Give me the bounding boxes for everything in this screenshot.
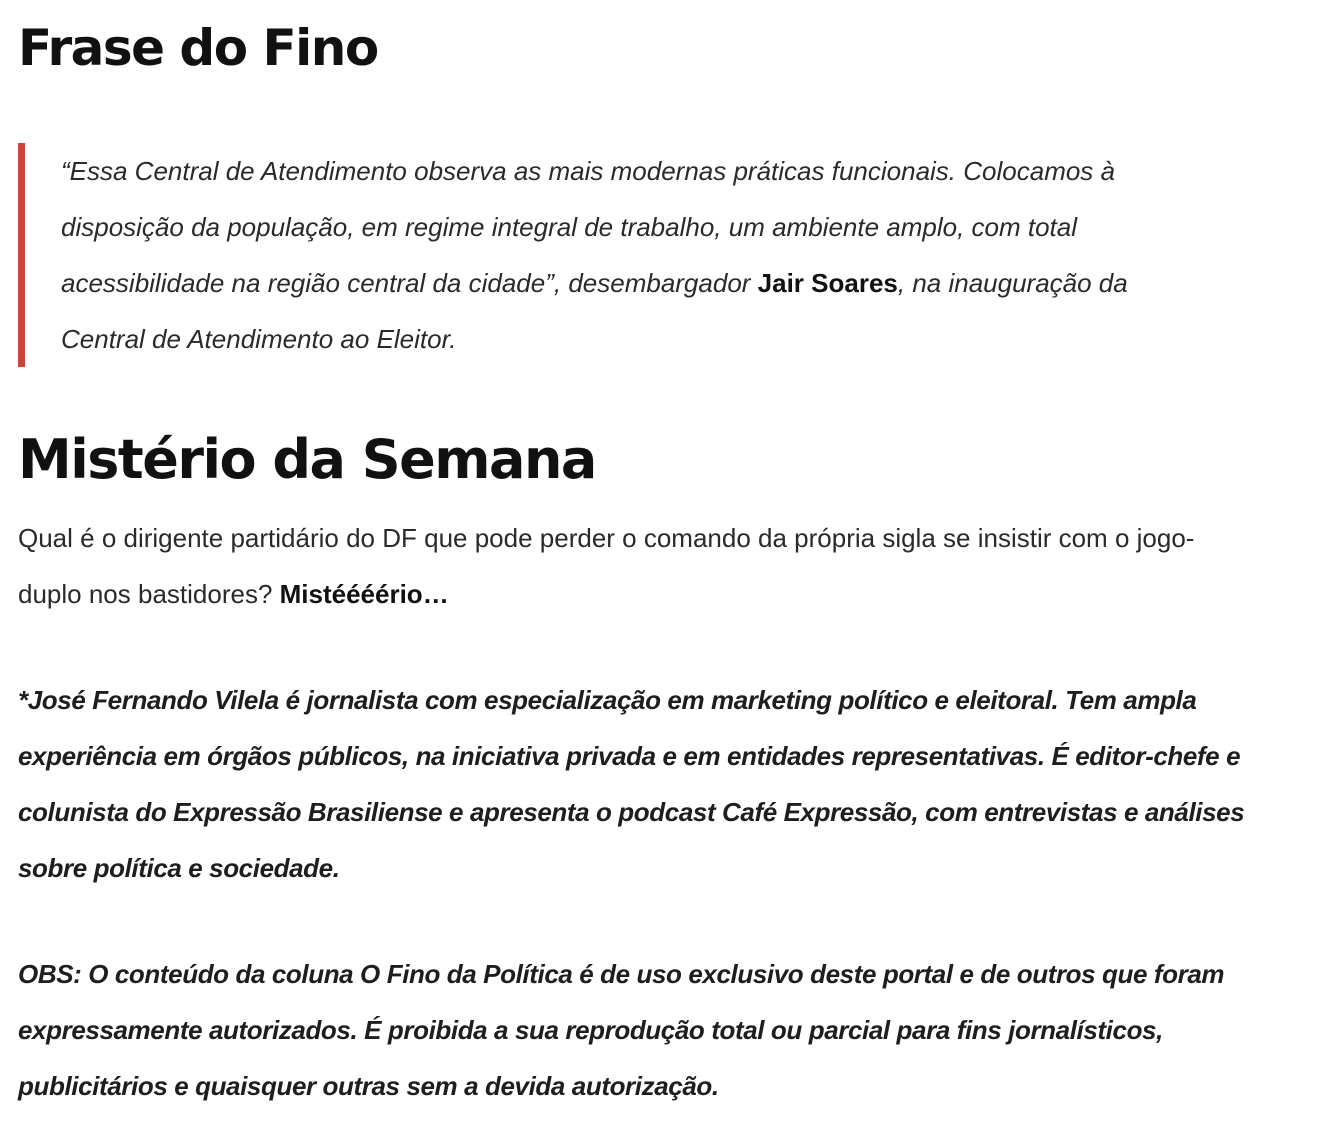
quote-line-1: “Essa Central de Atendimento observa as mais modernas práticas funcionais. Colocamos à bbox=[61, 156, 1115, 186]
obs-paragraph bbox=[18, 946, 1224, 1114]
quote-text bbox=[61, 143, 1268, 367]
obs-line-1: OBS: O conteúdo da coluna O Fino da Política é de uso exclusivo deste portal e de outros que foram bbox=[18, 959, 1225, 989]
quote-author: Jair Soares bbox=[757, 268, 898, 298]
quote-after-author: , na inauguração da bbox=[897, 268, 1128, 298]
quote-line-4: Central de Atendimento ao Eleitor. bbox=[61, 324, 457, 354]
bio-line-3: colunista do Expressão Brasiliense e apresenta o podcast Café Expressão, com entrevistas e análises bbox=[18, 797, 1245, 827]
bio-line-4: sobre política e sociedade. bbox=[18, 853, 340, 883]
misterio-line-1: Qual é o dirigente partidário do DF que pode perder o comando da própria sigla se insistir com o jogo- bbox=[18, 523, 1195, 553]
misterio-line-2: duplo nos bastidores? bbox=[18, 579, 280, 609]
obs-line-2: expressamente autorizados. É proibida a sua reprodução total ou parcial para fins jornalísticos, bbox=[18, 1015, 1163, 1045]
misterio-paragraph bbox=[18, 510, 1310, 622]
bio-line-1: *José Fernando Vilela é jornalista com especialização em marketing político e eleitoral. Tem ampla bbox=[18, 685, 1197, 715]
section-heading-misterio: Mistério da Semana bbox=[18, 428, 596, 491]
quote-line-2: disposição da população, em regime integral de trabalho, um ambiente amplo, com total bbox=[61, 212, 1078, 242]
obs-line-3: publicitários e quaisquer outras sem a devida autorização. bbox=[18, 1071, 719, 1101]
bio-line-2: experiência em órgãos públicos, na iniciativa privada e em entidades representativas. É editor-chefe e bbox=[18, 741, 1241, 771]
section-heading-frase: Frase do Fino bbox=[18, 19, 378, 77]
misterio-emphasis: Mistéééério… bbox=[279, 579, 449, 609]
quote-block bbox=[18, 143, 1268, 367]
quote-line-3: acessibilidade na região central da cidade”, desembargador bbox=[61, 268, 758, 298]
author-bio-paragraph bbox=[18, 672, 1244, 896]
